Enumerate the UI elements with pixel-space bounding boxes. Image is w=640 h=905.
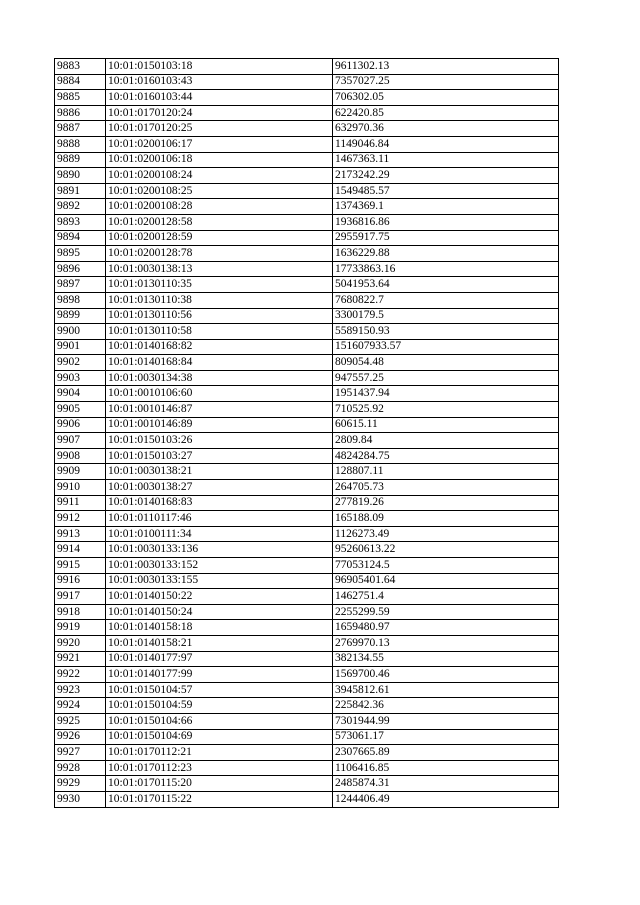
value-cell: 264705.73 xyxy=(333,480,559,496)
value-cell: 1244406.49 xyxy=(333,791,559,807)
cadastral-number-cell: 10:01:0140177:97 xyxy=(106,651,333,667)
value-cell: 809054.48 xyxy=(333,355,559,371)
value-cell: 5041953.64 xyxy=(333,277,559,293)
table-row xyxy=(55,760,559,776)
value-cell: 5589150.93 xyxy=(333,324,559,340)
table-row xyxy=(55,495,559,511)
table-row xyxy=(55,261,559,277)
cadastral-number-cell: 10:01:0150104:57 xyxy=(106,682,333,698)
value-cell: 1374369.1 xyxy=(333,199,559,215)
table-row xyxy=(55,558,559,574)
row-number-cell: 9930 xyxy=(55,791,106,807)
row-number-cell: 9911 xyxy=(55,495,106,511)
row-number-cell: 9884 xyxy=(55,74,106,90)
row-number-cell: 9927 xyxy=(55,745,106,761)
cadastral-number-cell: 10:01:0200128:58 xyxy=(106,214,333,230)
row-number-cell: 9912 xyxy=(55,511,106,527)
cadastral-number-cell: 10:01:0150104:59 xyxy=(106,698,333,714)
value-cell: 7301944.99 xyxy=(333,713,559,729)
row-number-cell: 9897 xyxy=(55,277,106,293)
value-cell: 1467363.11 xyxy=(333,152,559,168)
value-cell: 277819.26 xyxy=(333,495,559,511)
cadastral-number-cell: 10:01:0170115:22 xyxy=(106,791,333,807)
table-row xyxy=(55,308,559,324)
row-number-cell: 9921 xyxy=(55,651,106,667)
value-cell: 3300179.5 xyxy=(333,308,559,324)
table-row xyxy=(55,589,559,605)
cadastral-number-cell: 10:01:0140150:22 xyxy=(106,589,333,605)
cadastral-number-cell: 10:01:0010106:60 xyxy=(106,386,333,402)
value-cell: 128807.11 xyxy=(333,464,559,480)
cadastral-number-cell: 10:01:0130110:56 xyxy=(106,308,333,324)
table-row xyxy=(55,776,559,792)
row-number-cell: 9923 xyxy=(55,682,106,698)
cadastral-number-cell: 10:01:0130110:38 xyxy=(106,292,333,308)
table-row xyxy=(55,448,559,464)
table-row xyxy=(55,682,559,698)
row-number-cell: 9924 xyxy=(55,698,106,714)
table-row xyxy=(55,339,559,355)
table-row xyxy=(55,246,559,262)
cadastral-number-cell: 10:01:0150104:69 xyxy=(106,729,333,745)
table-row xyxy=(55,292,559,308)
table-body xyxy=(55,59,559,808)
cadastral-number-cell: 10:01:0130110:58 xyxy=(106,324,333,340)
value-cell: 17733863.16 xyxy=(333,261,559,277)
value-cell: 7680822.7 xyxy=(333,292,559,308)
table-row xyxy=(55,355,559,371)
table-row xyxy=(55,417,559,433)
row-number-cell: 9909 xyxy=(55,464,106,480)
cadastral-number-cell: 10:01:0170120:25 xyxy=(106,121,333,137)
table-row xyxy=(55,745,559,761)
row-number-cell: 9886 xyxy=(55,105,106,121)
value-cell: 1951437.94 xyxy=(333,386,559,402)
value-cell: 573061.17 xyxy=(333,729,559,745)
table-row xyxy=(55,199,559,215)
table-row xyxy=(55,511,559,527)
cadastral-number-cell: 10:01:0200128:59 xyxy=(106,230,333,246)
cadastral-number-cell: 10:01:0170112:21 xyxy=(106,745,333,761)
table-row xyxy=(55,121,559,137)
cadastral-number-cell: 10:01:0030138:13 xyxy=(106,261,333,277)
row-number-cell: 9901 xyxy=(55,339,106,355)
cadastral-number-cell: 10:01:0200128:78 xyxy=(106,246,333,262)
table-row xyxy=(55,59,559,75)
value-cell: 1462751.4 xyxy=(333,589,559,605)
cadastral-number-cell: 10:01:0010146:87 xyxy=(106,402,333,418)
table-row xyxy=(55,230,559,246)
cadastral-number-cell: 10:01:0030133:152 xyxy=(106,558,333,574)
table-row xyxy=(55,433,559,449)
table-row xyxy=(55,402,559,418)
value-cell: 1549485.57 xyxy=(333,183,559,199)
table-row xyxy=(55,214,559,230)
table-row xyxy=(55,324,559,340)
value-cell: 4824284.75 xyxy=(333,448,559,464)
table-row xyxy=(55,635,559,651)
row-number-cell: 9926 xyxy=(55,729,106,745)
value-cell: 947557.25 xyxy=(333,370,559,386)
value-cell: 77053124.5 xyxy=(333,558,559,574)
cadastral-number-cell: 10:01:0150103:26 xyxy=(106,433,333,449)
row-number-cell: 9919 xyxy=(55,620,106,636)
value-cell: 622420.85 xyxy=(333,105,559,121)
cadastral-number-cell: 10:01:0030133:155 xyxy=(106,573,333,589)
row-number-cell: 9894 xyxy=(55,230,106,246)
table-row xyxy=(55,464,559,480)
value-cell: 1636229.88 xyxy=(333,246,559,262)
cadastral-number-cell: 10:01:0160103:44 xyxy=(106,90,333,106)
cadastral-number-cell: 10:01:0140177:99 xyxy=(106,667,333,683)
row-number-cell: 9896 xyxy=(55,261,106,277)
cadastral-number-cell: 10:01:0030138:21 xyxy=(106,464,333,480)
table-row xyxy=(55,480,559,496)
table-row xyxy=(55,651,559,667)
table-row xyxy=(55,620,559,636)
row-number-cell: 9920 xyxy=(55,635,106,651)
value-cell: 151607933.57 xyxy=(333,339,559,355)
cadastral-number-cell: 10:01:0110117:46 xyxy=(106,511,333,527)
row-number-cell: 9898 xyxy=(55,292,106,308)
row-number-cell: 9892 xyxy=(55,199,106,215)
cadastral-number-cell: 10:01:0100111:34 xyxy=(106,526,333,542)
row-number-cell: 9888 xyxy=(55,136,106,152)
value-cell: 95260613.22 xyxy=(333,542,559,558)
value-cell: 2955917.75 xyxy=(333,230,559,246)
cadastral-number-cell: 10:01:0030133:136 xyxy=(106,542,333,558)
cadastral-number-cell: 10:01:0140150:24 xyxy=(106,604,333,620)
cadastral-number-cell: 10:01:0150104:66 xyxy=(106,713,333,729)
row-number-cell: 9917 xyxy=(55,589,106,605)
table-row xyxy=(55,386,559,402)
cadastral-number-cell: 10:01:0170112:23 xyxy=(106,760,333,776)
row-number-cell: 9899 xyxy=(55,308,106,324)
row-number-cell: 9925 xyxy=(55,713,106,729)
cadastral-number-cell: 10:01:0140168:83 xyxy=(106,495,333,511)
row-number-cell: 9883 xyxy=(55,59,106,75)
value-cell: 1126273.49 xyxy=(333,526,559,542)
row-number-cell: 9902 xyxy=(55,355,106,371)
row-number-cell: 9889 xyxy=(55,152,106,168)
cadastral-number-cell: 10:01:0130110:35 xyxy=(106,277,333,293)
cadastral-number-cell: 10:01:0150103:27 xyxy=(106,448,333,464)
row-number-cell: 9910 xyxy=(55,480,106,496)
value-cell: 706302.05 xyxy=(333,90,559,106)
table-row xyxy=(55,74,559,90)
table-row xyxy=(55,183,559,199)
cadastral-number-cell: 10:01:0200108:24 xyxy=(106,168,333,184)
value-cell: 1936816.86 xyxy=(333,214,559,230)
value-cell: 382134.55 xyxy=(333,651,559,667)
cadastral-value-table xyxy=(54,58,559,808)
row-number-cell: 9929 xyxy=(55,776,106,792)
table-row xyxy=(55,277,559,293)
row-number-cell: 9908 xyxy=(55,448,106,464)
cadastral-number-cell: 10:01:0030134:38 xyxy=(106,370,333,386)
value-cell: 2809.84 xyxy=(333,433,559,449)
cadastral-number-cell: 10:01:0140158:21 xyxy=(106,635,333,651)
cadastral-number-cell: 10:01:0030138:27 xyxy=(106,480,333,496)
table-row xyxy=(55,713,559,729)
cadastral-number-cell: 10:01:0200108:25 xyxy=(106,183,333,199)
row-number-cell: 9900 xyxy=(55,324,106,340)
value-cell: 7357027.25 xyxy=(333,74,559,90)
row-number-cell: 9907 xyxy=(55,433,106,449)
value-cell: 2769970.13 xyxy=(333,635,559,651)
cadastral-number-cell: 10:01:0200106:18 xyxy=(106,152,333,168)
value-cell: 1569700.46 xyxy=(333,667,559,683)
cadastral-number-cell: 10:01:0150103:18 xyxy=(106,59,333,75)
row-number-cell: 9918 xyxy=(55,604,106,620)
row-number-cell: 9915 xyxy=(55,558,106,574)
cadastral-number-cell: 10:01:0140168:82 xyxy=(106,339,333,355)
table-row xyxy=(55,573,559,589)
table-row xyxy=(55,90,559,106)
table-row xyxy=(55,526,559,542)
table-row xyxy=(55,542,559,558)
row-number-cell: 9922 xyxy=(55,667,106,683)
value-cell: 60615.11 xyxy=(333,417,559,433)
value-cell: 1659480.97 xyxy=(333,620,559,636)
row-number-cell: 9914 xyxy=(55,542,106,558)
value-cell: 2255299.59 xyxy=(333,604,559,620)
table-row xyxy=(55,604,559,620)
value-cell: 225842.36 xyxy=(333,698,559,714)
table-row xyxy=(55,152,559,168)
row-number-cell: 9890 xyxy=(55,168,106,184)
value-cell: 165188.09 xyxy=(333,511,559,527)
value-cell: 710525.92 xyxy=(333,402,559,418)
value-cell: 1106416.85 xyxy=(333,760,559,776)
value-cell: 2173242.29 xyxy=(333,168,559,184)
row-number-cell: 9905 xyxy=(55,402,106,418)
row-number-cell: 9891 xyxy=(55,183,106,199)
value-cell: 1149046.84 xyxy=(333,136,559,152)
table-row xyxy=(55,136,559,152)
value-cell: 2307665.89 xyxy=(333,745,559,761)
table-row xyxy=(55,370,559,386)
row-number-cell: 9928 xyxy=(55,760,106,776)
row-number-cell: 9903 xyxy=(55,370,106,386)
cadastral-number-cell: 10:01:0140168:84 xyxy=(106,355,333,371)
row-number-cell: 9895 xyxy=(55,246,106,262)
row-number-cell: 9906 xyxy=(55,417,106,433)
value-cell: 2485874.31 xyxy=(333,776,559,792)
table-row xyxy=(55,168,559,184)
table-row xyxy=(55,667,559,683)
row-number-cell: 9885 xyxy=(55,90,106,106)
row-number-cell: 9893 xyxy=(55,214,106,230)
table-row xyxy=(55,698,559,714)
row-number-cell: 9916 xyxy=(55,573,106,589)
cadastral-number-cell: 10:01:0200106:17 xyxy=(106,136,333,152)
value-cell: 3945812.61 xyxy=(333,682,559,698)
value-cell: 632970.36 xyxy=(333,121,559,137)
table-row xyxy=(55,105,559,121)
value-cell: 9611302.13 xyxy=(333,59,559,75)
cadastral-number-cell: 10:01:0010146:89 xyxy=(106,417,333,433)
cadastral-number-cell: 10:01:0160103:43 xyxy=(106,74,333,90)
row-number-cell: 9913 xyxy=(55,526,106,542)
cadastral-number-cell: 10:01:0170115:20 xyxy=(106,776,333,792)
cadastral-number-cell: 10:01:0200108:28 xyxy=(106,199,333,215)
table-row xyxy=(55,791,559,807)
value-cell: 96905401.64 xyxy=(333,573,559,589)
cadastral-number-cell: 10:01:0170120:24 xyxy=(106,105,333,121)
row-number-cell: 9904 xyxy=(55,386,106,402)
cadastral-number-cell: 10:01:0140158:18 xyxy=(106,620,333,636)
table-row xyxy=(55,729,559,745)
row-number-cell: 9887 xyxy=(55,121,106,137)
